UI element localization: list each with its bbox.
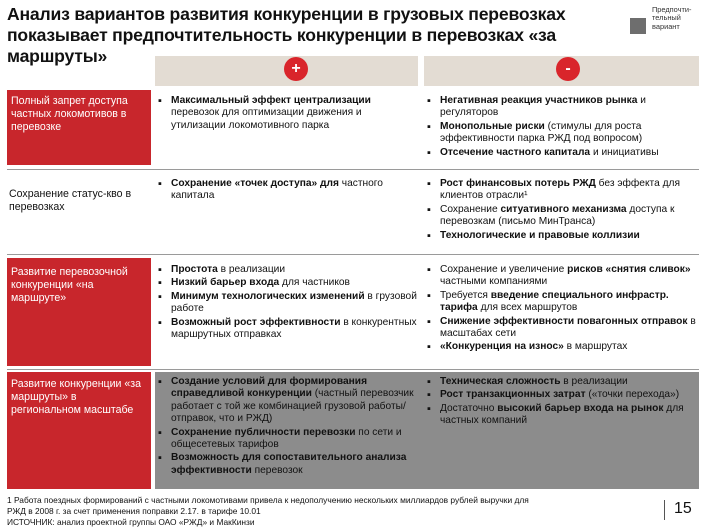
bullet-text: для частников: [279, 277, 350, 289]
bullet-text: в конкурентных маршрутных отправках: [171, 316, 417, 341]
bullet-text: в грузовой работе: [171, 290, 417, 315]
bullet-text: Требуется: [440, 289, 491, 301]
bullet-text: (стимулы для роста эффективности парка РЖД под вопросом): [440, 120, 643, 145]
bullet-bold-text: Снижение эффективности повагонных отправок: [440, 315, 688, 327]
row-label-status-quo: Сохранение статус-кво в перевозках: [9, 188, 132, 213]
bullet-item: [426, 290, 696, 315]
bullet-item: [157, 376, 419, 426]
bullet-item: [426, 403, 696, 428]
bullet-text: («точки перехода»): [585, 389, 680, 401]
bullet-text: для частных компаний: [440, 402, 684, 427]
row-divider: [7, 369, 699, 370]
bullet-bold-text: Техническая сложность: [440, 376, 561, 387]
bullet-text: и инициативы: [590, 146, 659, 158]
bullet-text: частного капитала: [171, 178, 383, 202]
bullet-bold-text: введение специального инфрастр. тарифа: [440, 289, 669, 314]
bullet-bold-text: ситуативного механизма: [500, 203, 627, 215]
bullet-item: [157, 178, 419, 203]
bullet-item: [426, 389, 696, 401]
row-divider: [7, 169, 699, 170]
bullet-text: доступа к перевозкам (письмо МинТранса): [440, 203, 675, 228]
bullet-bold-text: Сохранение публичности перевозки: [171, 426, 356, 438]
bullet-text: частными компаниями: [440, 276, 548, 288]
bullet-item: [426, 147, 696, 159]
plus-header-badge: +: [284, 57, 308, 81]
bullet-item: [157, 264, 419, 276]
page-number: 15: [674, 500, 692, 517]
bullet-text: в маршрутах: [563, 341, 628, 353]
bullet-item: [426, 121, 696, 146]
bullet-item: [426, 178, 696, 203]
bullet-bold-text: Рост транзакционных затрат: [440, 389, 586, 401]
bullet-bold-text: Отсечение частного капитала: [440, 146, 591, 158]
bullet-bold-text: Создание условий для формирования справедливой конкуренции: [171, 376, 368, 400]
preferred-legend-swatch: [630, 18, 646, 34]
bullet-bold-text: Сохранение «точек доступа» для: [171, 178, 339, 189]
bullet-item: [157, 277, 419, 289]
bullet-item: [426, 316, 696, 341]
bullet-text: перевозок для оптимизации движения и утилизации локомотивного парка: [171, 107, 362, 131]
bullet-item: [426, 341, 696, 353]
bullet-item: [426, 230, 696, 242]
bullet-text: Сохранение и увеличение: [440, 264, 568, 275]
row-divider: [7, 254, 699, 255]
bullet-text: по сети и общесетевых тарифов: [171, 426, 402, 451]
bullet-item: [157, 291, 419, 316]
bullet-bold-text: Возможность для сопоставительного анализа эффективности: [171, 452, 407, 476]
preferred-legend-label: Предпочти-тельный вариант: [652, 5, 692, 31]
row-minus-status-quo: [426, 178, 696, 243]
bullet-bold-text: рисков «снятия сливок»: [567, 264, 691, 275]
bullet-text: Достаточно: [440, 402, 498, 414]
minus-header-badge: -: [556, 57, 580, 81]
row-minus-on-route: [426, 264, 696, 355]
bullet-item: [426, 264, 696, 289]
bullet-bold-text: Низкий барьер входа: [171, 277, 280, 289]
page-title: Анализ вариантов развития конкуренции в грузовых перевозках показывает предпочтительность конкуренции в перевозках «за маршруты»: [7, 4, 566, 66]
bullet-text: в реализации: [560, 376, 628, 387]
bullet-text: перевозок: [251, 464, 303, 476]
bullet-text: в реализации: [217, 264, 286, 275]
bullet-item: [426, 204, 696, 229]
bullet-item: [426, 376, 696, 388]
bullet-bold-text: Рост финансовых потерь РЖД: [440, 178, 596, 189]
bullet-item: [157, 452, 419, 477]
bullet-bold-text: Простота: [171, 264, 218, 275]
bullet-bold-text: Максимальный эффект централизации: [171, 95, 371, 106]
bullet-item: [157, 317, 419, 342]
bullet-bold-text: Возможный рост эффективности: [171, 316, 341, 328]
source-note: ИСТОЧНИК: анализ проектной группы ОАО «РЖД» и МакКинзи: [7, 517, 255, 527]
row-label-for-routes: Развитие конкуренции «за маршруты» в региональном масштабе: [7, 372, 151, 489]
bullet-text: и регуляторов: [440, 95, 646, 119]
footnote: 1 Работа поездных формирований с частными локомотивами привела к недополучению нескольких миллиардов рублей выручки для РЖД в 2008 г. за счет применения поправки 2.17. в тарифе 10.01: [7, 495, 529, 516]
bullet-text: без эффекта для клиентов отрасли¹: [440, 178, 680, 202]
bullet-item: [157, 95, 419, 132]
row-plus-full-ban: [157, 95, 419, 133]
bullet-bold-text: высокий барьер входа на рынок: [497, 402, 664, 414]
footnote-block: [7, 495, 627, 528]
row-label-on-route: Развитие перевозочной конкуренции «на маршруте»: [7, 258, 151, 366]
bullet-item: [426, 95, 696, 120]
row-minus-full-ban: [426, 95, 696, 160]
bullet-item: [157, 427, 419, 452]
bullet-bold-text: Негативная реакция участников рынка: [440, 95, 638, 106]
bullet-text: (частный перевозчик работает с той же комбинацией грузовой работы/отправок, что и РЖД): [171, 388, 414, 425]
bullet-text: в масштабах сети: [440, 315, 696, 340]
row-label-full-ban: Полный запрет доступа частных локомотивов в перевозке: [7, 90, 151, 165]
bullet-bold-text: Технологические и правовые коллизии: [440, 229, 640, 241]
row-plus-for-routes: [157, 376, 419, 478]
page-number-divider: [664, 500, 665, 520]
row-minus-for-routes: [426, 376, 696, 429]
row-plus-on-route: [157, 264, 419, 342]
bullet-bold-text: Минимум технологических изменений: [171, 290, 365, 302]
bullet-text: Сохранение: [440, 203, 501, 215]
bullet-text: для всех маршрутов: [477, 302, 578, 314]
bullet-bold-text: «Конкуренция на износ»: [440, 341, 564, 353]
bullet-bold-text: Монопольные риски: [440, 120, 545, 132]
row-plus-status-quo: [157, 178, 419, 204]
